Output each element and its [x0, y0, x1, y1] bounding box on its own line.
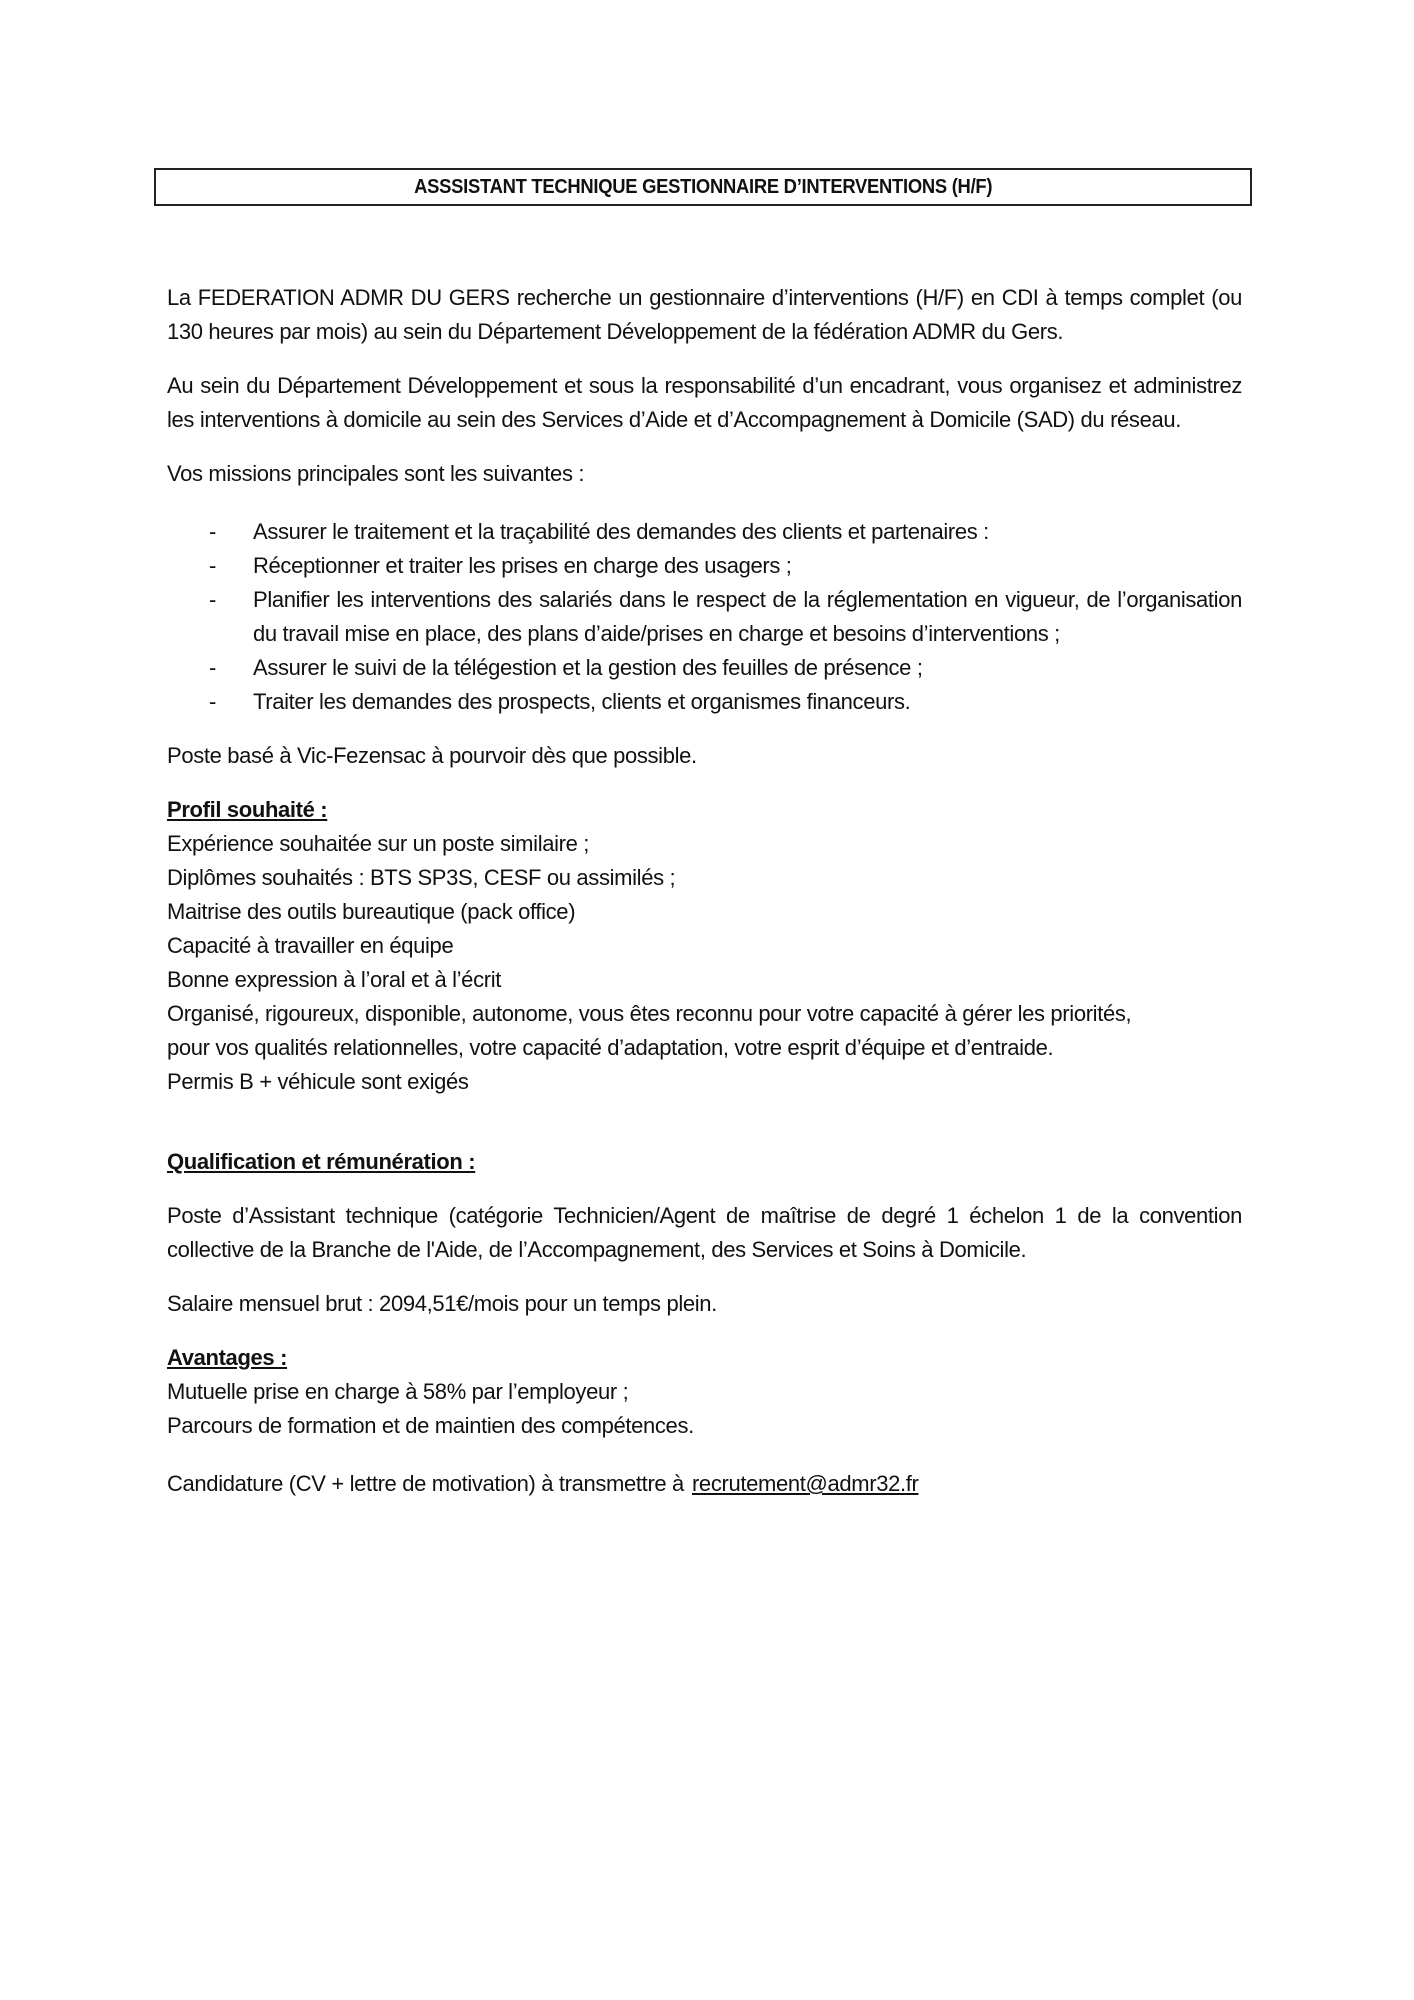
benefit-line: Mutuelle prise en charge à 58% par l’employeur ; — [167, 1379, 629, 1404]
profile-line: Bonne expression à l’oral et à l’écrit — [167, 967, 501, 992]
missions-list — [167, 515, 1242, 719]
intro-paragraph-2: Au sein du Département Développement et sous la responsabilité d’un encadrant, vous organisez et administrez les interventions à domicile au sein des Services d’Aide et d’Accompagnement à Domicile (SAD) du réseau. — [167, 373, 1242, 432]
salary-text: Salaire mensuel brut : 2094,51€/mois pour un temps plein. — [167, 1291, 717, 1316]
benefits-heading: Avantages : — [167, 1345, 288, 1370]
mission-item — [167, 651, 1242, 685]
mission-text: Assurer le traitement et la traçabilité des demandes des clients et partenaires : — [253, 519, 989, 544]
profile-line: Capacité à travailler en équipe — [167, 933, 454, 958]
profile-line: Maitrise des outils bureautique (pack office) — [167, 899, 576, 924]
profile-line: Expérience souhaitée sur un poste similaire ; — [167, 831, 590, 856]
location-text: Poste basé à Vic-Fezensac à pourvoir dès que possible. — [167, 743, 697, 768]
dash-bullet-icon: - — [209, 655, 216, 680]
document-body — [167, 281, 1242, 1501]
dash-bullet-icon: - — [209, 689, 216, 714]
mission-text: Planifier les interventions des salariés dans le respect de la réglementation en vigueur, de l’organisation du travail mise en place, des plans d’aide/prises en charge et besoins d’interventions ; — [253, 587, 1242, 646]
benefit-line: Parcours de formation et de maintien des compétences. — [167, 1413, 694, 1438]
application-line — [167, 1467, 1242, 1501]
mission-text: Réceptionner et traiter les prises en charge des usagers ; — [253, 553, 792, 578]
profile-heading: Profil souhaité : — [167, 797, 328, 822]
mission-item — [167, 549, 1242, 583]
profile-line: pour vos qualités relationnelles, votre capacité d’adaptation, votre esprit d’équipe et d’entraide. — [167, 1035, 1054, 1060]
email-link[interactable]: recrutement@admr32.fr — [691, 1471, 919, 1496]
mission-item — [167, 515, 1242, 549]
profile-line: Diplômes souhaités : BTS SP3S, CESF ou assimilés ; — [167, 865, 676, 890]
mission-text: Assurer le suivi de la télégestion et la gestion des feuilles de présence ; — [253, 655, 923, 680]
dash-bullet-icon: - — [209, 553, 216, 578]
mission-text: Traiter les demandes des prospects, clients et organismes financeurs. — [253, 689, 911, 714]
title-box — [154, 168, 1252, 206]
mission-item — [167, 685, 1242, 719]
dash-bullet-icon: - — [209, 519, 216, 544]
mission-item — [167, 583, 1242, 651]
profile-line: Organisé, rigoureux, disponible, autonome, vous êtes reconnu pour votre capacité à gérer les priorités, — [167, 1001, 1132, 1026]
qualification-heading: Qualification et rémunération : — [167, 1149, 476, 1174]
application-text: Candidature (CV + lettre de motivation) à transmettre à — [167, 1471, 684, 1496]
profile-line: Permis B + véhicule sont exigés — [167, 1069, 469, 1094]
missions-intro: Vos missions principales sont les suivantes : — [167, 461, 585, 486]
document-title: ASSSISTANT TECHNIQUE GESTIONNAIRE D’INTERVENTIONS (H/F) — [413, 175, 993, 198]
dash-bullet-icon: - — [209, 587, 216, 612]
qualification-description: Poste d’Assistant technique (catégorie Technicien/Agent de maîtrise de degré 1 échelon 1 de la convention collective de la Branche de l'Aide, de l’Accompagnement, des Services et Soins à Domicile. — [167, 1203, 1242, 1262]
intro-paragraph-1: La FEDERATION ADMR DU GERS recherche un gestionnaire d’interventions (H/F) en CDI à temps complet (ou 130 heures par mois) au sein du Département Développement de la fédération ADMR du Gers. — [167, 285, 1242, 344]
